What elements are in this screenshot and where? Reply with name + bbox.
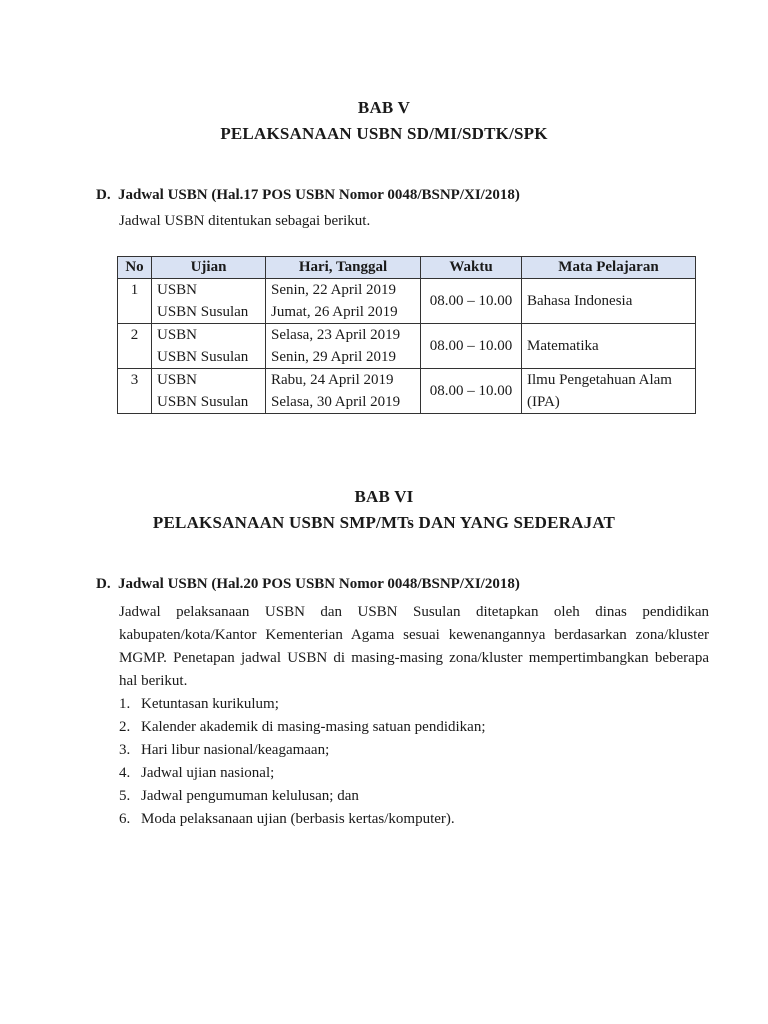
cell-ujian [152, 279, 266, 324]
cell-no: 1 [118, 279, 152, 324]
ujian-line: USBN Susulan [157, 349, 249, 365]
cell-no: 2 [118, 324, 152, 369]
list-number: 6. [119, 811, 131, 827]
list-number: 1. [119, 696, 131, 712]
section-heading-jadwal-sd [96, 187, 520, 204]
chapter-heading-bab5 [0, 95, 768, 147]
cell-ujian [152, 324, 266, 369]
cell-waktu: 08.00 – 10.00 [421, 369, 522, 414]
list-item [119, 693, 486, 716]
section-title: Jadwal USBN (Hal.20 POS USBN Nomor 0048/BSNP/XI/2018) [118, 576, 520, 592]
section-title: Jadwal USBN (Hal.17 POS USBN Nomor 0048/BSNP/XI/2018) [118, 187, 520, 203]
cell-tanggal [266, 369, 421, 414]
list-text: Jadwal pengumuman kelulusan; dan [141, 788, 359, 804]
body-paragraph: Jadwal pelaksanaan USBN dan USBN Susulan ditetapkan oleh dinas pendidikan kabupaten/kota/Kantor Kementerian Agama sesuai kewenangannya berdasarkan zona/kluster MGMP. Penetapan jadwal USBN di masing-masing zona/kluster mempertimbangkan beberapa hal berikut. [119, 604, 709, 689]
section-letter: D. [96, 187, 111, 203]
header-ujian: Ujian [152, 257, 266, 279]
schedule-table [117, 256, 696, 414]
list-number: 2. [119, 719, 131, 735]
table-row [118, 324, 696, 369]
header-waktu: Waktu [421, 257, 522, 279]
section-heading-jadwal-smp [96, 576, 520, 593]
chapter-title: PELAKSANAAN USBN SMP/MTs DAN YANG SEDERAJAT [152, 513, 616, 532]
list-text: Kalender akademik di masing-masing satuan pendidikan; [141, 719, 486, 735]
cell-mapel: Matematika [522, 324, 696, 369]
header-tanggal: Hari, Tanggal [266, 257, 421, 279]
tanggal-line: Selasa, 23 April 2019 [271, 327, 401, 343]
list-number: 3. [119, 742, 131, 758]
ujian-line: USBN [157, 282, 198, 298]
list-item [119, 808, 486, 831]
ujian-line: USBN Susulan [157, 304, 249, 320]
list-text: Hari libur nasional/keagamaan; [141, 742, 330, 758]
chapter-number: BAB VI [354, 487, 414, 506]
table-row [118, 369, 696, 414]
cell-tanggal [266, 279, 421, 324]
header-no: No [118, 257, 152, 279]
list-number: 5. [119, 788, 131, 804]
table-row [118, 279, 696, 324]
ujian-line: USBN Susulan [157, 394, 249, 410]
list-item [119, 716, 486, 739]
tanggal-line: Senin, 29 April 2019 [271, 349, 397, 365]
tanggal-line: Selasa, 30 April 2019 [271, 394, 401, 410]
criteria-list [119, 693, 486, 831]
list-item [119, 762, 486, 785]
chapter-heading-bab6 [0, 484, 768, 536]
cell-ujian [152, 369, 266, 414]
list-text: Ketuntasan kurikulum; [141, 696, 279, 712]
chapter-number: BAB V [357, 98, 411, 117]
cell-waktu: 08.00 – 10.00 [421, 324, 522, 369]
cell-waktu: 08.00 – 10.00 [421, 279, 522, 324]
list-text: Moda pelaksanaan ujian (berbasis kertas/komputer). [141, 811, 455, 827]
cell-tanggal [266, 324, 421, 369]
tanggal-line: Rabu, 24 April 2019 [271, 372, 394, 388]
chapter-title: PELAKSANAAN USBN SD/MI/SDTK/SPK [220, 124, 548, 143]
intro-text: Jadwal USBN ditentukan sebagai berikut. [119, 213, 371, 229]
list-item [119, 739, 486, 762]
cell-mapel: Bahasa Indonesia [522, 279, 696, 324]
tanggal-line: Jumat, 26 April 2019 [271, 304, 398, 320]
table-header-row [118, 257, 696, 279]
cell-mapel: Ilmu Pengetahuan Alam (IPA) [522, 369, 696, 414]
tanggal-line: Senin, 22 April 2019 [271, 282, 397, 298]
header-mapel: Mata Pelajaran [522, 257, 696, 279]
list-item [119, 785, 486, 808]
ujian-line: USBN [157, 372, 198, 388]
ujian-line: USBN [157, 327, 198, 343]
section-letter: D. [96, 576, 111, 592]
cell-no: 3 [118, 369, 152, 414]
list-text: Jadwal ujian nasional; [141, 765, 275, 781]
list-number: 4. [119, 765, 131, 781]
